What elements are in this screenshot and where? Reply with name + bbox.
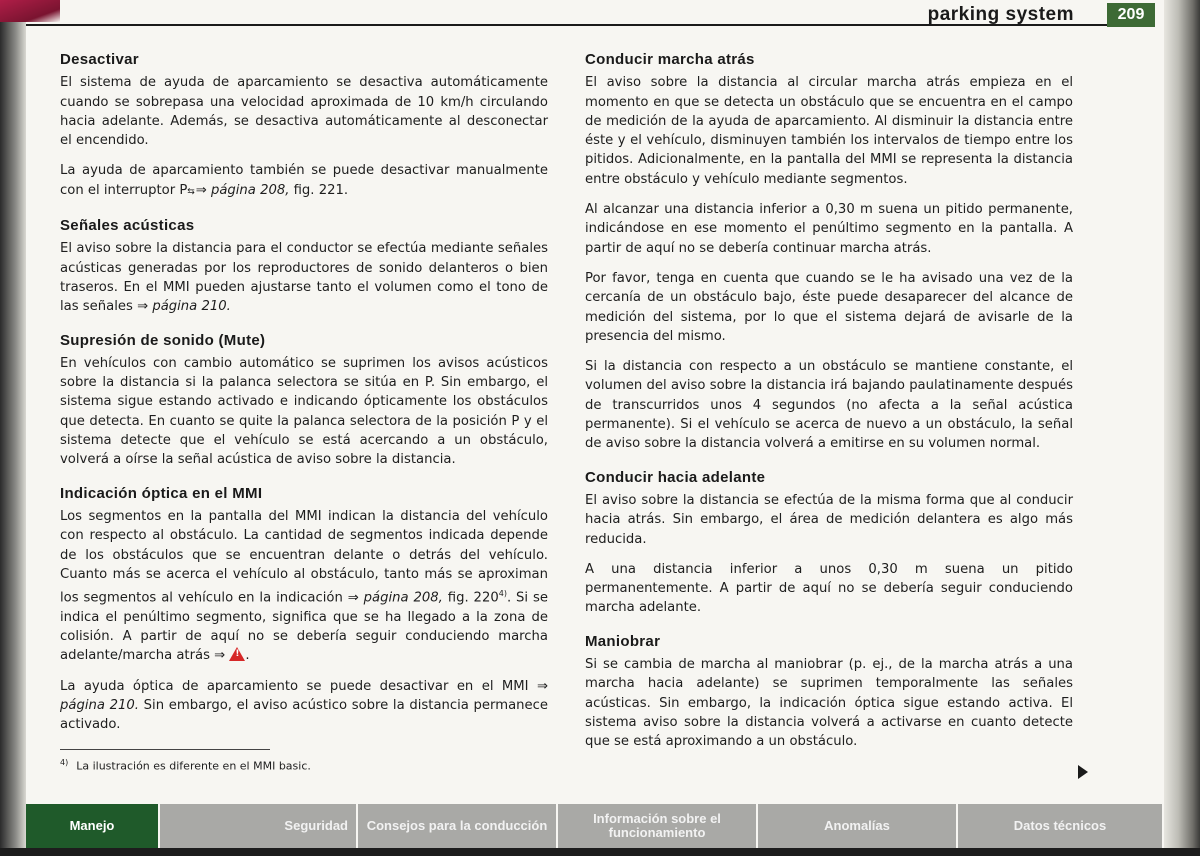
section-title: Maniobrar [585, 632, 661, 650]
paragraph-text: fig. 221. [289, 182, 349, 198]
footnote-text: La ilustración es diferente en el MMI basic. [76, 759, 311, 773]
tab-consejos-conduccion[interactable]: Consejos para la conducción [358, 804, 558, 848]
footnote [60, 756, 548, 774]
section-hacia-adelante [585, 468, 1073, 618]
paragraph: El sistema de ayuda de aparcamiento se desactiva automáticamente cuando se sobrepasa una velocidad aproximada de 10 km/h circulando hacia adelante. Además, se desactiva automáticamente al desconectar el encendido. [60, 75, 548, 149]
footnote-rule [60, 749, 270, 750]
page-reference: ⇒ página 210. [60, 678, 548, 713]
tab-anomalias[interactable]: Anomalías [758, 804, 958, 848]
section-title: Desactivar [60, 51, 139, 68]
parking-switch-icon: ⇆ [187, 186, 196, 197]
section-title: Supresión de sonido (Mute) [60, 331, 266, 349]
paragraph: Por favor, tenga en cuenta que cuando se le ha avisado una vez de la cercanía de un obstáculo bajo, éste puede desaparecer del alcance de medición del sistema, por lo que el sistema dejará de avisarle de la presencia del mismo. [585, 270, 1073, 344]
footnote-marker: 4) [60, 757, 69, 767]
book-spine-shadow [0, 0, 26, 856]
section-indicacion-optica [60, 484, 548, 735]
paragraph-text: El aviso sobre la distancia para el conductor se efectúa mediante señales acústicas generadas por los reproductores de sonido delanteros o bien traseros. En el MMI pueden ajustarse tanto el volumen como el tono de las señales [60, 241, 548, 315]
paragraph: El aviso sobre la distancia al circular marcha atrás empieza en el momento en que se detecta un obstáculo que se encuentra en el campo de medición de la ayuda de aparcamiento. Al disminuir la distancia entre éste y el vehículo, disminuyen también los intervalos de tiempo entre los pitidos. Adicionalmente, en la pantalla del MMI se representa la distancia entre obstáculo y vehículo mediante segmentos. [585, 75, 1073, 187]
page-reference: ⇒ página 208, [347, 590, 443, 606]
section-marcha-atras [585, 50, 1073, 454]
chapter-nav [26, 804, 1164, 848]
page-reference: ⇒ página 210. [137, 299, 231, 315]
paragraph: Al alcanzar una distancia inferior a 0,30 m suena un pitido permanente, indicándose en ese momento el penúltimo segmento en la pantalla. A partir de aquí no se debería continuar marcha atrás. [585, 202, 1073, 256]
section-title: Conducir hacia adelante [585, 468, 766, 486]
right-column [585, 50, 1073, 766]
paragraph: Si se cambia de marcha al maniobrar (p. ej., de la marcha atrás a una marcha hacia adelante) se suprimen temporalmente las señales acústicas. Sin embargo, la indicación óptica sigue estando activa. El sistema aviso sobre la distancia volverá a activarse en cuanto detecte que se está aproximando a un obstáculo. [585, 657, 1073, 750]
paragraph: Los segmentos en la pantalla del MMI indican la distancia del vehículo con respecto al obstáculo. La cantidad de segmentos indicada depende de los obstáculos que se encuentran delante o detrás del vehículo. Cuanto más se acerca el vehículo al obstáculo, tanto más se aproximan los segmentos al vehículo en la indicación ⇒ página 208, fig. 220$^{4)}$. Si se indica el penúltimo segmento, significa que se ha llegado a la zona de colisión. A partir de aquí no se debería seguir conduciendo marcha adelante/marcha atrás ⇒ !. [60, 507, 548, 666]
bottom-edge [0, 848, 1200, 856]
footnote-marker: 4) [498, 589, 507, 599]
page-reference: ⇒ página 208, [195, 182, 290, 198]
continue-arrow-icon [1078, 765, 1088, 779]
tab-informacion-funcionamiento[interactable]: Información sobre el funcionamiento [558, 804, 758, 848]
paragraph [60, 161, 548, 202]
paragraph-text: fig. 220 [442, 590, 499, 606]
paragraph [60, 239, 548, 316]
paragraph [60, 677, 548, 735]
warning-triangle-icon [229, 647, 245, 661]
tab-manejo[interactable]: Manejo [26, 804, 160, 848]
corner-tab-marker [0, 0, 60, 22]
running-title: parking system [927, 4, 1074, 25]
section-title: Conducir marcha atrás [585, 51, 755, 68]
section-maniobrar [585, 632, 1073, 752]
section-title: Indicación óptica en el MMI [60, 484, 263, 502]
section-supresion-sonido [60, 331, 548, 470]
left-column [60, 50, 548, 773]
tab-datos-tecnicos[interactable]: Datos técnicos [958, 804, 1164, 848]
section-senales-acusticas [60, 216, 548, 316]
paragraph-text: La ayuda óptica de aparcamiento se puede desactivar en el MMI [60, 678, 537, 694]
page-edge-stack [1164, 0, 1200, 856]
paragraph: A una distancia inferior a unos 0,30 m suena un pitido permanentemente. A partir de aquí no se debería seguir conduciendo marcha adelante. [585, 561, 1073, 616]
section-title: Señales acústicas [60, 217, 195, 235]
page-number-badge: 209 [1107, 3, 1155, 27]
tab-seguridad[interactable]: Seguridad [160, 804, 358, 848]
section-desactivar [60, 50, 548, 202]
paragraph: En vehículos con cambio automático se suprimen los avisos acústicos sobre la distancia si la palanca selectora se sitúa en P. Sin embargo, el sistema sigue estando activado e indicando ópticamente los obstáculos que detecta. En cuanto se quite la palanca selectora de la posición P y el sistema detecte que el vehículo se está acercando a un obstáculo, volverá a oírse la señal acústica de aviso sobre la distancia. [60, 355, 548, 468]
paragraph-text: La ayuda de aparcamiento también se puede desactivar manualmente con el interruptor P [60, 163, 548, 198]
paragraph-text: Sin embargo, el aviso acústico sobre la distancia permanece activado. [60, 698, 548, 733]
paragraph: El aviso sobre la distancia se efectúa de la misma forma que al conducir hacia atrás. Sin embargo, el área de medición delantera es algo más reducida. [585, 492, 1073, 547]
paragraph-text: . Si se indica el penúltimo segmento, significa que se ha llegado a la zona de colisión. A partir de aquí no se debería seguir conduciendo marcha adelante/marcha atrás ⇒ [60, 590, 548, 664]
paragraph: Si la distancia con respecto a un obstáculo se mantiene constante, el volumen del aviso sobre la distancia irá bajando paulatinamente después de transcurridos unos 4 segundos (no afecta a la señal acústica permanente). Si el vehículo se acerca de nuevo a un obstáculo, la señal de aviso sobre la distancia volverá a emitirse en su volumen normal. [585, 359, 1073, 452]
paragraph-text: Los segmentos en la pantalla del MMI indican la distancia del vehículo con respecto al obstáculo. La cantidad de segmentos indicada depende de los obstáculos que se encuentran delante o detrás del vehículo. Cuanto más se acerca el vehículo al obstáculo, tanto más se aproximan los segmentos al vehículo en la indicación [60, 508, 548, 606]
